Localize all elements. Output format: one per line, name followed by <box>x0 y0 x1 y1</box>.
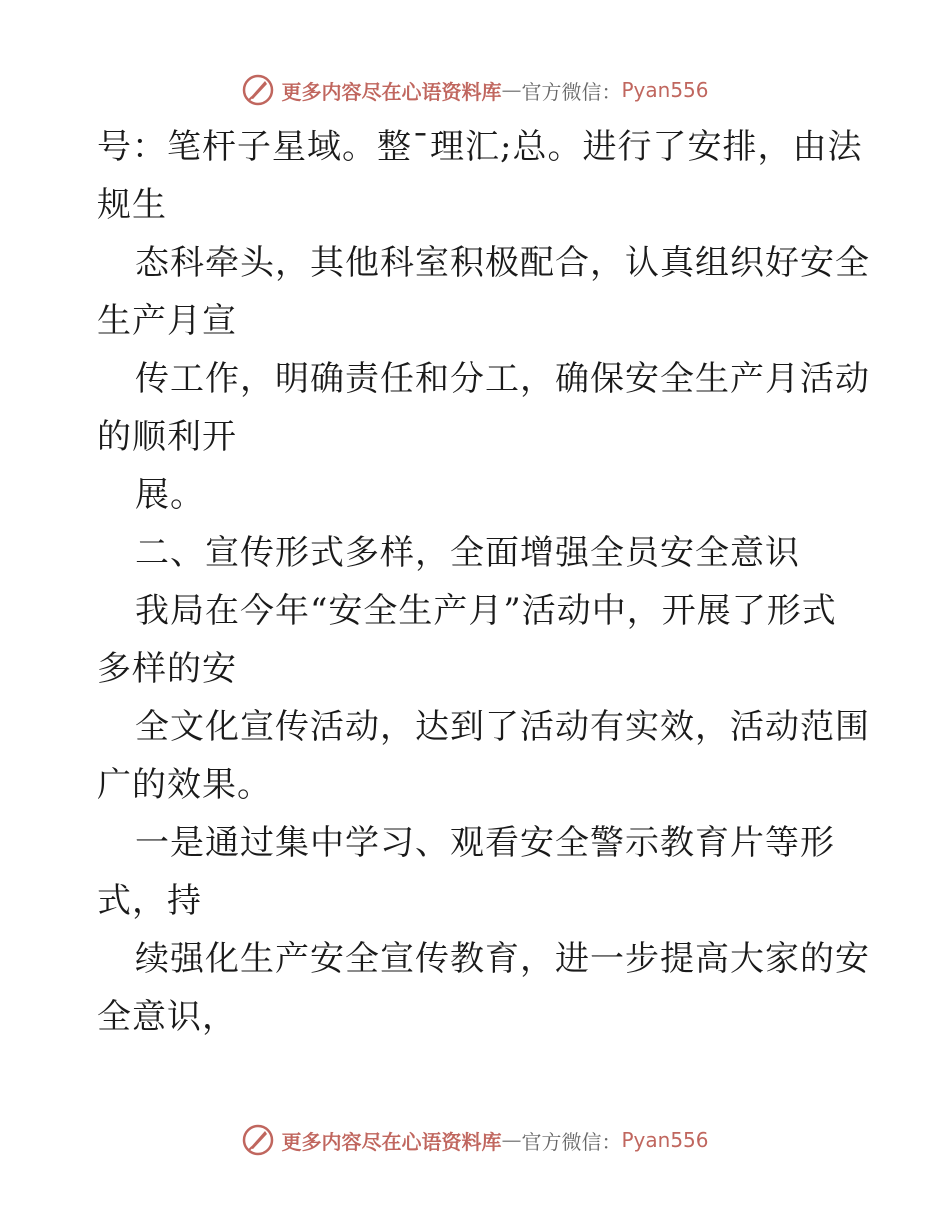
text-line: 多样的安 <box>97 649 237 689</box>
document-body <box>97 118 870 1046</box>
text-line: 一是通过集中学习、观看安全警示教育片等形 <box>135 823 835 863</box>
text-line: 我局在今年“安全生产月”活动中，开展了形式 <box>135 591 837 631</box>
watermark-wechat-id: Pyan556 <box>621 1128 709 1152</box>
text-line: 全文化宣传活动，达到了活动有实效，活动范围 <box>135 707 870 747</box>
watermark-main-text: 更多内容尽在心语资料库 <box>281 1129 502 1154</box>
footer-watermark <box>0 1120 950 1160</box>
watermark-official-label: 官方微信： <box>521 1129 622 1154</box>
quill-logo-icon <box>241 73 275 107</box>
text-line: 续强化生产安全宣传教育，进一步提高大家的安 <box>135 939 870 979</box>
text-line: 规生 <box>97 185 167 225</box>
text-line: 生产月宣 <box>97 301 237 341</box>
text-line: 展。 <box>135 475 205 515</box>
text-line: 传工作，明确责任和分工，确保安全生产月活动 <box>135 359 870 399</box>
header-watermark <box>0 70 950 110</box>
quill-logo-icon <box>241 1123 275 1157</box>
watermark-main-text: 更多内容尽在心语资料库 <box>281 79 502 104</box>
section-heading: 二、宣传形式多样，全面增强全员安全意识 <box>135 533 800 573</box>
text-line: 态科牵头，其他科室积极配合，认真组织好安全 <box>135 243 870 283</box>
watermark-separator: — <box>501 1128 522 1152</box>
text-line: 式，持 <box>97 881 202 921</box>
watermark-wechat-id: Pyan556 <box>621 78 709 102</box>
watermark-official-label: 官方微信： <box>521 79 622 104</box>
text-line: 全意识， <box>97 997 237 1037</box>
text-line: 广的效果。 <box>97 765 272 805</box>
watermark-separator: — <box>501 78 522 102</box>
text-line: 的顺利开 <box>97 417 237 457</box>
text-line: 号：笔杆子星域。整¯理汇;总。进行了安排，由法 <box>97 127 863 167</box>
